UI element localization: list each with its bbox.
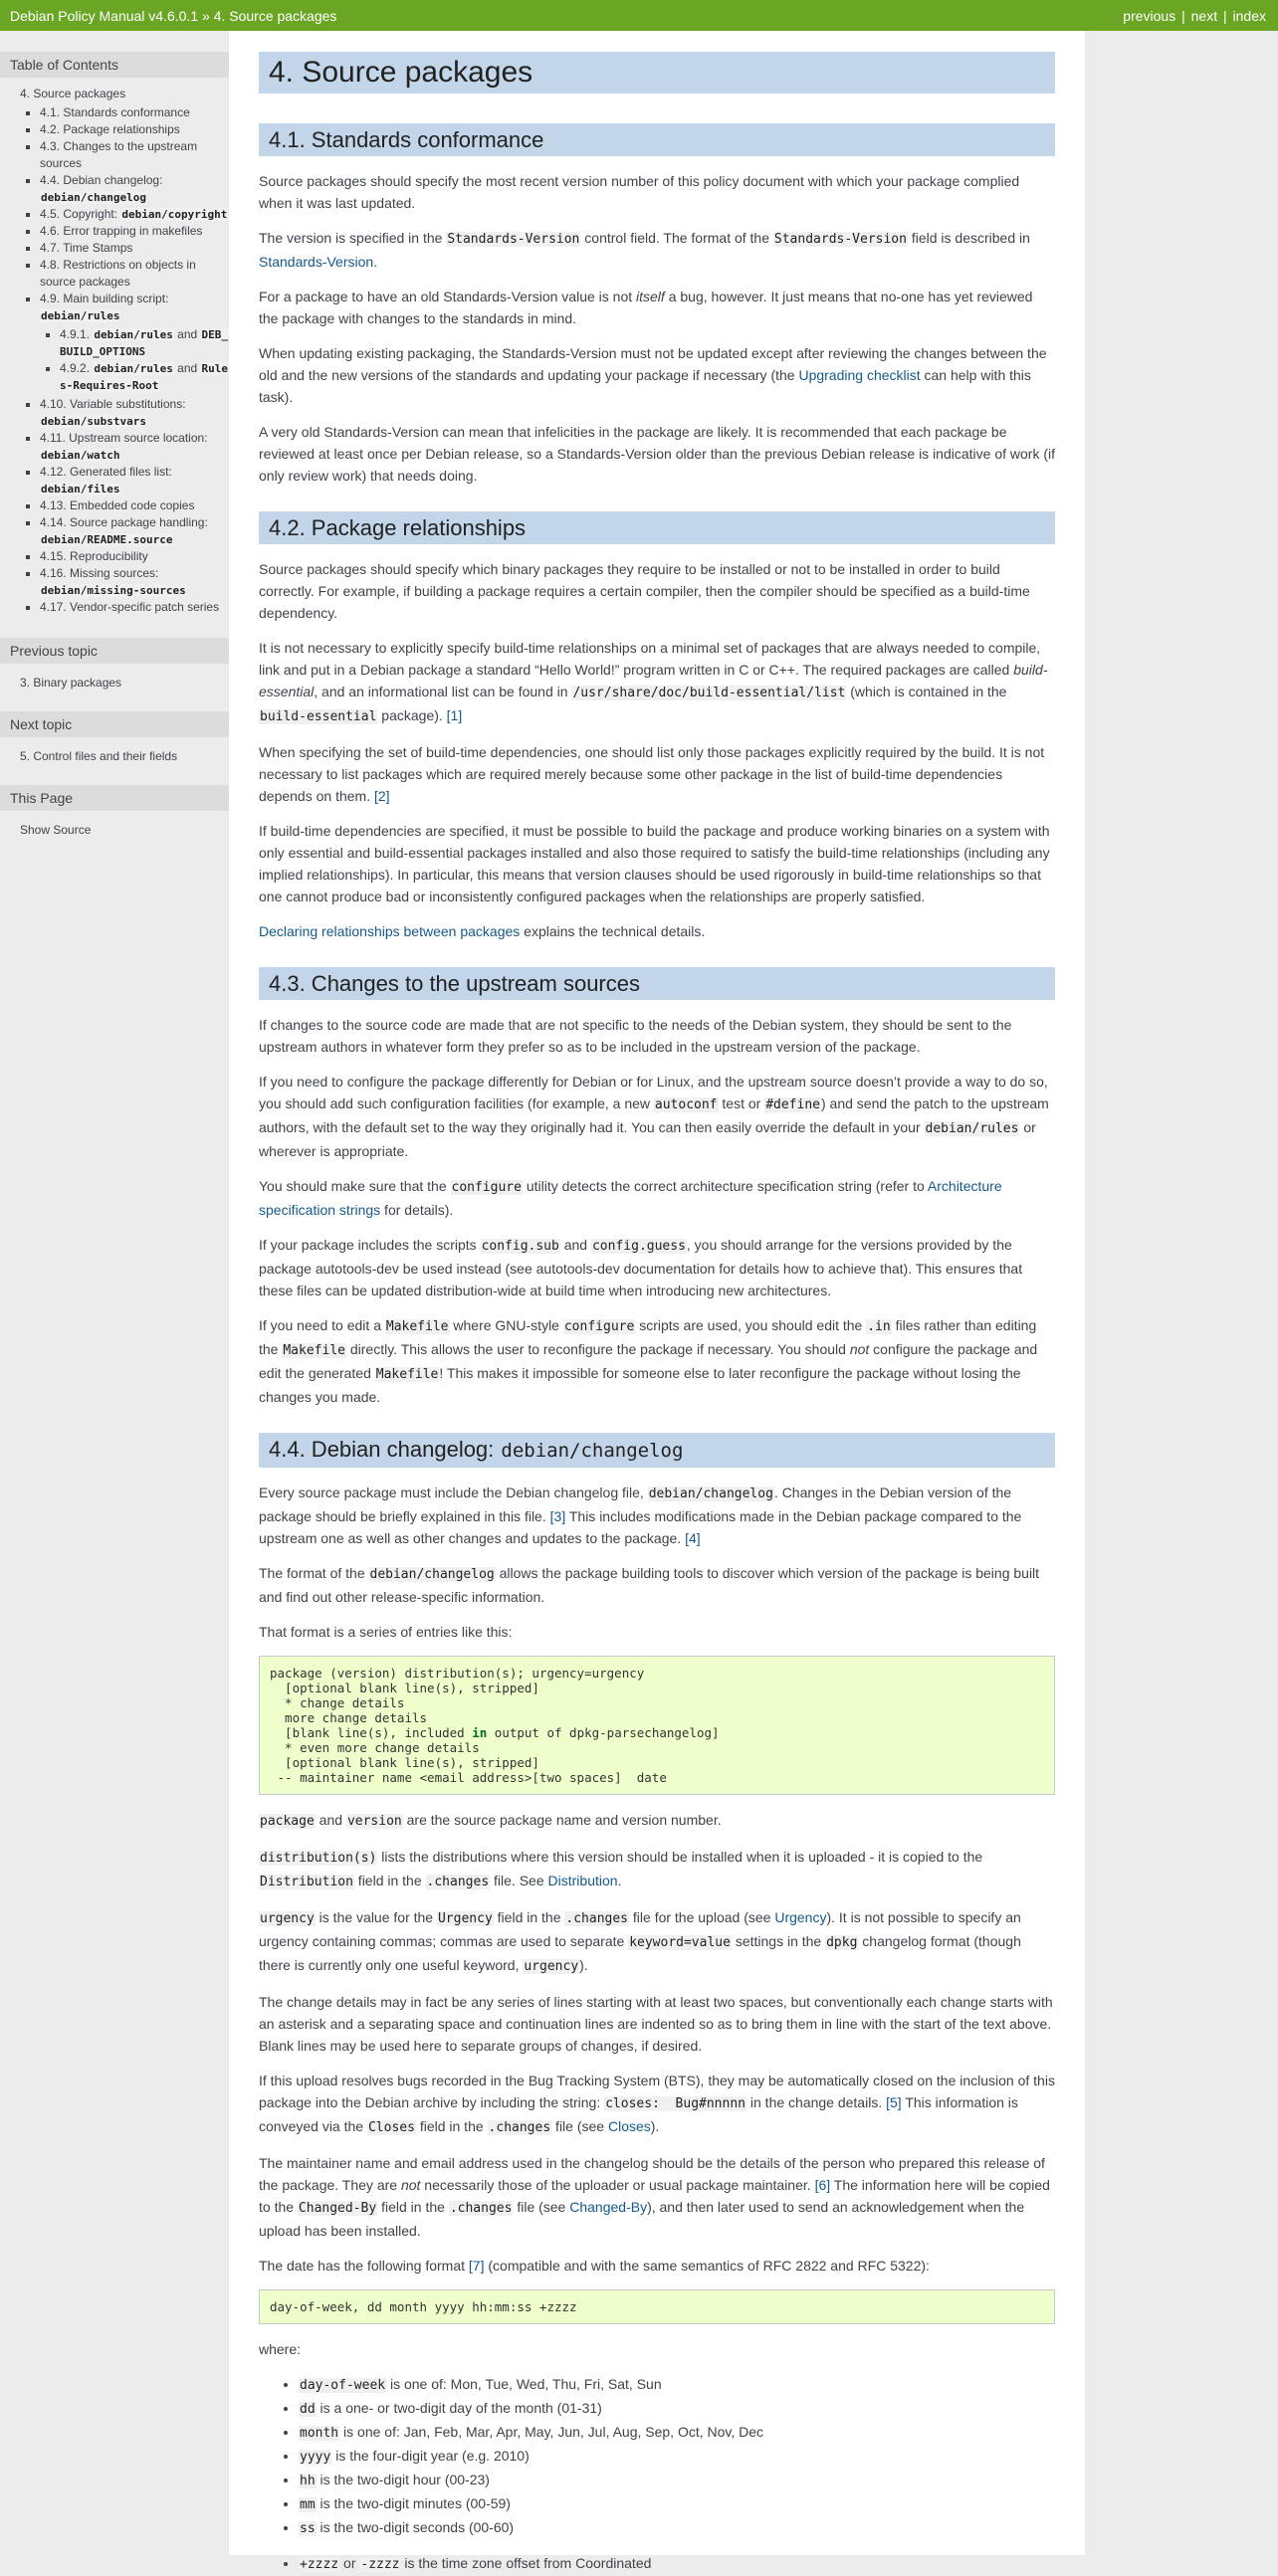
toc-item[interactable] xyxy=(40,291,229,394)
footnote-7-link[interactable]: [7] xyxy=(468,2258,485,2274)
paragraph: If this upload resolves bugs recorded in the Bug Tracking System (BTS), they may be automatically closed on the inclusion of this package into the Debian archive by including the string: closes: Bug#nnnnn in the change details. [5] This information is conveyed via the Closes field in the .changes file (see Closes). xyxy=(259,2073,1055,2135)
distribution-link[interactable]: Distribution xyxy=(547,1873,618,1888)
toc-item-label[interactable]: 4.15. Reproducibility xyxy=(40,549,148,563)
closes-link[interactable]: Closes xyxy=(607,2118,651,2134)
sidebar xyxy=(0,31,229,2555)
declaring-relationships-link[interactable]: Declaring relationships between packages xyxy=(259,923,521,939)
code-term: yyyy xyxy=(300,2450,331,2465)
date-format-list xyxy=(259,2373,1055,2540)
list-item xyxy=(299,2552,1055,2576)
paragraph: A very old Standards-Version can mean that infelicities in the package are likely. It is recommended that each package be reviewed at least once per Debian release, so a Standards-Version older than the previous Debian release is indicative of work (if only review work) that needs doing. xyxy=(259,424,1055,484)
list-text: is the two-digit seconds (00-60) xyxy=(316,2519,515,2535)
list-text: is the time zone offset from Coordinated xyxy=(400,2555,652,2571)
breadcrumb[interactable]: Debian Policy Manual v4.6.0.1 » 4. Source packages xyxy=(10,7,337,24)
previous-link[interactable]: previous xyxy=(1123,7,1176,24)
paragraph: That format is a series of entries like this: xyxy=(259,1624,513,1640)
toc-item-code[interactable]: debian/watch xyxy=(41,449,120,462)
code-term: day-of-week xyxy=(300,2378,386,2393)
list-text: is the two-digit hour (00-23) xyxy=(316,2472,490,2487)
code-term: dd xyxy=(300,2402,316,2417)
section-heading-4-2: 4.2. Package relationships xyxy=(259,511,1055,544)
toc-item[interactable] xyxy=(40,464,229,497)
standards-version-link[interactable]: Standards-Version xyxy=(259,254,374,270)
paragraph: urgency is the value for the Urgency field in the .changes file for the upload (see Urgency). It is not possible to specify an urgency containing commas; commas are used to separate keyword=value settings in the dpkg changelog format (though there is currently only one useful keyword, urgency). xyxy=(259,1909,1021,1974)
table-of-contents xyxy=(0,78,229,616)
toc-item-label[interactable]: 4.16. Missing sources: xyxy=(40,566,159,580)
list-item xyxy=(299,2397,1055,2421)
list-item xyxy=(299,2421,1055,2445)
list-item xyxy=(299,2469,1055,2492)
timezone-list xyxy=(259,2552,1055,2576)
toc-item-code[interactable]: debian/rules xyxy=(41,309,120,322)
paragraph: Source packages should specify the most recent version number of this policy document with which your package complied when it was last updated. xyxy=(259,173,1020,211)
toc-item-label[interactable]: 4.7. Time Stamps xyxy=(40,241,133,255)
toc-item-label[interactable]: 4.5. Copyright: xyxy=(40,207,121,221)
toc-item[interactable] xyxy=(40,565,229,599)
paragraph: Every source package must include the Debian changelog file, debian/changelog. Changes in the Debian version of the package should be briefly explained in this file. [3] This includes modifications made in the Debian package compared to the upstream one as well as other changes and updates to the package. [4] xyxy=(259,1485,1022,1546)
code-term: ss xyxy=(300,2521,316,2536)
paragraph: It is not necessary to explicitly specify build-time relationships on a minimal set of packages that are always needed to compile, link and put in a Debian package a standard “Hello World!” program written in C or C++. The required packages are called build-essential, and an informational list can be found in /usr/share/doc/build-essential/list (which is contained in the build-essential package). [1] xyxy=(259,640,1048,724)
toc-heading: Table of Contents xyxy=(0,52,229,78)
paragraph: The format of the debian/changelog allows the package building tools to discover which version of the package is being built and find out other release-specific information. xyxy=(259,1565,1040,1605)
toc-item-code[interactable]: debian/README.source xyxy=(41,533,173,546)
toc-item[interactable] xyxy=(40,430,229,464)
changed-by-link[interactable]: Changed-By xyxy=(569,2199,648,2215)
toc-item-code[interactable]: debian/missing-sources xyxy=(41,584,186,597)
section-heading-code: debian/changelog xyxy=(501,1440,684,1462)
toc-item[interactable] xyxy=(40,599,229,616)
paragraph: The change details may in fact be any series of lines starting with at least two spaces, but conventionally each change starts with an asterisk and a separating space and continuation lines are indented so as to bring them in line with the start of the text above. Blank lines may be used here to separate groups of changes, if desired. xyxy=(259,1994,1053,2054)
toc-subitem-code[interactable]: DEB_BUILD_OPTIONS xyxy=(60,328,229,358)
footnote-4-link[interactable]: [4] xyxy=(685,1530,701,1546)
code-term: mm xyxy=(300,2497,316,2512)
footnote-5-link[interactable]: [5] xyxy=(886,2094,902,2110)
next-topic-link[interactable]: 5. Control files and their fields xyxy=(20,749,178,763)
toc-item-label[interactable]: 4.13. Embedded code copies xyxy=(40,498,195,512)
paragraph: Declaring relationships between packages explains the technical details. xyxy=(259,923,706,939)
toc-item[interactable] xyxy=(40,497,229,514)
paragraph: where: xyxy=(259,2341,302,2357)
toc-item[interactable] xyxy=(40,121,229,138)
code-term: +zzzz xyxy=(300,2557,339,2572)
list-item xyxy=(299,2373,1055,2397)
list-item xyxy=(299,2445,1055,2469)
page-margin xyxy=(1085,31,1278,2555)
page-title: 4. Source packages xyxy=(259,52,1055,94)
paragraph: When updating existing packaging, the Standards-Version must not be updated except after reviewing the changes between the old and the new versions of the standards and updating your package if necessary (the Upgrading checklist can help with this task). xyxy=(259,345,1047,405)
list-text: is a one- or two-digit day of the month (01-31) xyxy=(316,2400,602,2416)
date-format-code-block: day-of-week, dd month yyyy hh:mm:ss +zzzz xyxy=(259,2289,1055,2324)
index-link[interactable]: index xyxy=(1232,7,1266,24)
main-content xyxy=(229,31,1085,2572)
toc-item-label[interactable]: 4.14. Source package handling: xyxy=(40,515,208,529)
urgency-link[interactable]: Urgency xyxy=(774,1909,827,1925)
list-text: or xyxy=(339,2555,360,2571)
footnote-3-link[interactable]: [3] xyxy=(549,1508,566,1524)
toc-item-label[interactable]: 4.9. Main building script: xyxy=(40,292,169,305)
list-item xyxy=(299,2492,1055,2516)
previous-topic-heading: Previous topic xyxy=(0,638,229,664)
toc-item[interactable] xyxy=(40,396,229,430)
paragraph: The version is specified in the Standards-Version control field. The format of the Standards-Version field is described in Standards-Version. xyxy=(259,230,1030,270)
toc-item[interactable] xyxy=(40,172,229,206)
section-heading-4-4 xyxy=(259,1433,1055,1468)
paragraph: distribution(s) lists the distributions where this version should be installed when it is uploaded - it is copied to the Distribution field in the .changes file. See Distribution. xyxy=(260,1849,983,1889)
toc-item-code[interactable]: debian/substvars xyxy=(41,415,146,428)
paragraph: The date has the following format [7] (compatible and with the same semantics of RFC 2822 and RFC 5322): xyxy=(259,2258,930,2274)
paragraph: If you need to configure the package differently for Debian or for Linux, and the upstream source doesn’t provide a way to do so, you should add such configuration facilities (for example, a new autoconf test or #define) and send the patch to the upstream authors, with the default set to the way they originally had it. You can then easily override the default in your debian/rules or wherever is appropriate. xyxy=(259,1074,1049,1159)
paragraph: The maintainer name and email address used in the changelog should be the details of the person who prepared this release of the package. They are not necessarily those of the uploader or usual package maintainer. [6] The information here will be copied to the Changed-By field in the .changes file (see Changed-By), and then later used to send an acknowledgement when the upload has been installed. xyxy=(259,2155,1050,2239)
toc-nested-list xyxy=(40,326,229,394)
toc-item[interactable] xyxy=(40,223,229,240)
toc-item-label[interactable]: 4.11. Upstream source location: xyxy=(40,431,208,445)
toc-item[interactable] xyxy=(40,548,229,565)
toc-item-label[interactable]: 4.12. Generated files list: xyxy=(40,465,172,479)
paragraph: If changes to the source code are made that are not specific to the needs of the Debian system, they should be sent to the upstream authors in whatever form they prefer so as to be included in the upstream version of the package. xyxy=(259,1017,1012,1055)
toc-item[interactable] xyxy=(40,257,229,291)
next-link[interactable]: next xyxy=(1190,7,1218,24)
show-source-link[interactable]: Show Source xyxy=(20,823,92,837)
footnote-1-link[interactable]: [1] xyxy=(446,707,463,723)
paragraph: If build-time dependencies are specified, it must be possible to build the package and produce working binaries on a system with only essential and build-essential packages installed and also those required to satisfy the build-time relationships (including any implied relationships). In particular, this means that version clauses should be used rigorously in build-time relationships so that one cannot produce bad or inconsistently configured packages when the relationships are properly satisfied. xyxy=(259,823,1050,904)
toc-root-link[interactable]: 4. Source packages xyxy=(20,87,126,100)
list-text: is one of: Mon, Tue, Wed, Thu, Fri, Sat, Sun xyxy=(386,2376,662,2392)
toc-subitem-label[interactable]: 4.9.2. xyxy=(60,361,94,375)
architecture-spec-link[interactable]: Architecture specification strings xyxy=(259,1178,1002,1218)
paragraph: If your package includes the scripts config.sub and config.guess, you should arrange for the versions provided by the package autotools-dev be used instead (see autotools-dev documentation for details how to achieve that). This ensures that these files can be updated distribution-wide at build time when introducing new architectures. xyxy=(259,1237,1023,1298)
list-item xyxy=(299,2516,1055,2540)
toc-item[interactable] xyxy=(40,206,229,223)
paragraph: Source packages should specify which binary packages they require to be installed or not to be installed in order to build correctly. For example, if building a package requires a certain compiler, then the compiler should be specified as a build-time dependency. xyxy=(259,561,1030,621)
previous-topic-link[interactable]: 3. Binary packages xyxy=(20,676,122,690)
toc-item-label[interactable]: 4.6. Error trapping in makefiles xyxy=(40,224,203,238)
toc-item[interactable] xyxy=(40,104,229,121)
changelog-format-code-block: package (version) distribution(s); urgency=urgency [optional blank line(s), stripped] * change details more change details [blank line(s), included in output of dpkg-parsechangelog] * even more change details [optional blank line(s), stripped] -- maintainer name <email address>[two spaces] date xyxy=(259,1656,1055,1795)
toc-subitem-label[interactable]: 4.9.1. xyxy=(60,327,94,341)
toc-item-code[interactable]: debian/changelog xyxy=(41,191,146,204)
toc-subitem-code[interactable]: debian/rules xyxy=(94,328,173,341)
list-text: is the two-digit minutes (00-59) xyxy=(316,2495,511,2511)
footnote-2-link[interactable]: [2] xyxy=(373,788,390,804)
top-navigation-bar xyxy=(0,0,1278,31)
separator: | xyxy=(1181,7,1185,24)
toc-item-label[interactable]: 4.2. Package relationships xyxy=(40,122,180,136)
toc-item-label[interactable]: 4.8. Restrictions on objects in source packages xyxy=(40,258,196,289)
paragraph: package and version are the source package name and version number. xyxy=(260,1812,722,1829)
toc-subitem[interactable] xyxy=(60,360,229,394)
toc-sublist xyxy=(20,104,229,616)
toc-item[interactable] xyxy=(40,514,229,548)
toc-item-label[interactable]: 4.17. Vendor-specific patch series xyxy=(40,600,220,614)
paragraph: For a package to have an old Standards-Version value is not itself a bug, however. It just means that no-one has yet reviewed the package with changes to the standards in mind. xyxy=(259,289,1033,326)
toc-subitem-label[interactable]: and xyxy=(173,361,201,375)
section-heading-4-1: 4.1. Standards conformance xyxy=(259,123,1055,156)
toc-item[interactable] xyxy=(40,138,229,172)
list-text: is the four-digit year (e.g. 2010) xyxy=(331,2448,530,2464)
toc-subitem-code[interactable]: Rules-Requires-Root xyxy=(60,362,229,392)
toc-item-label[interactable]: 4.4. Debian changelog: xyxy=(40,173,163,187)
toc-item-label[interactable]: 4.3. Changes to the upstream sources xyxy=(40,139,198,170)
upgrading-checklist-link[interactable]: Upgrading checklist xyxy=(798,367,921,383)
paragraph: You should make sure that the configure utility detects the correct architecture specification string (refer to Architecture specification strings for details). xyxy=(259,1178,1002,1218)
next-topic-heading: Next topic xyxy=(0,711,229,737)
toc-item-label[interactable]: 4.10. Variable substitutions: xyxy=(40,397,186,411)
toc-item-code[interactable]: debian/files xyxy=(41,483,120,495)
footnote-6-link[interactable]: [6] xyxy=(814,2177,831,2193)
toc-subitem-label[interactable]: and xyxy=(173,327,201,341)
toc-subitem-code[interactable]: debian/rules xyxy=(94,362,173,375)
toc-item-code[interactable]: debian/copyright xyxy=(121,208,228,221)
section-heading-4-3: 4.3. Changes to the upstream sources xyxy=(259,967,1055,1000)
code-term: hh xyxy=(300,2474,316,2488)
code-term: month xyxy=(300,2426,339,2441)
section-heading-text: 4.4. Debian changelog: xyxy=(269,1437,501,1462)
this-page-heading: This Page xyxy=(0,785,229,811)
relation-links xyxy=(1121,8,1268,24)
toc-subitem[interactable] xyxy=(60,326,229,360)
code-term: -zzzz xyxy=(360,2557,400,2572)
list-text: is one of: Jan, Feb, Mar, Apr, May, Jun, Jul, Aug, Sep, Oct, Nov, Dec xyxy=(339,2424,764,2440)
paragraph: When specifying the set of build-time dependencies, one should list only those packages explicitly required by the build. It is not necessary to list packages which are required merely because some other package in the list of build-time dependencies depends on them. [2] xyxy=(259,744,1045,804)
toc-item[interactable] xyxy=(40,240,229,257)
toc-item xyxy=(20,86,229,616)
paragraph: If you need to edit a Makefile where GNU-style configure scripts are used, you should edit the .in files rather than editing the Makefile directly. This allows the user to reconfigure the package if necessary. You should not configure the package and edit the generated Makefile! This makes it impossible for someone else to later reconfigure the package without losing the changes you made. xyxy=(259,1317,1038,1405)
separator: | xyxy=(1223,7,1227,24)
toc-item-label[interactable]: 4.1. Standards conformance xyxy=(40,105,190,119)
